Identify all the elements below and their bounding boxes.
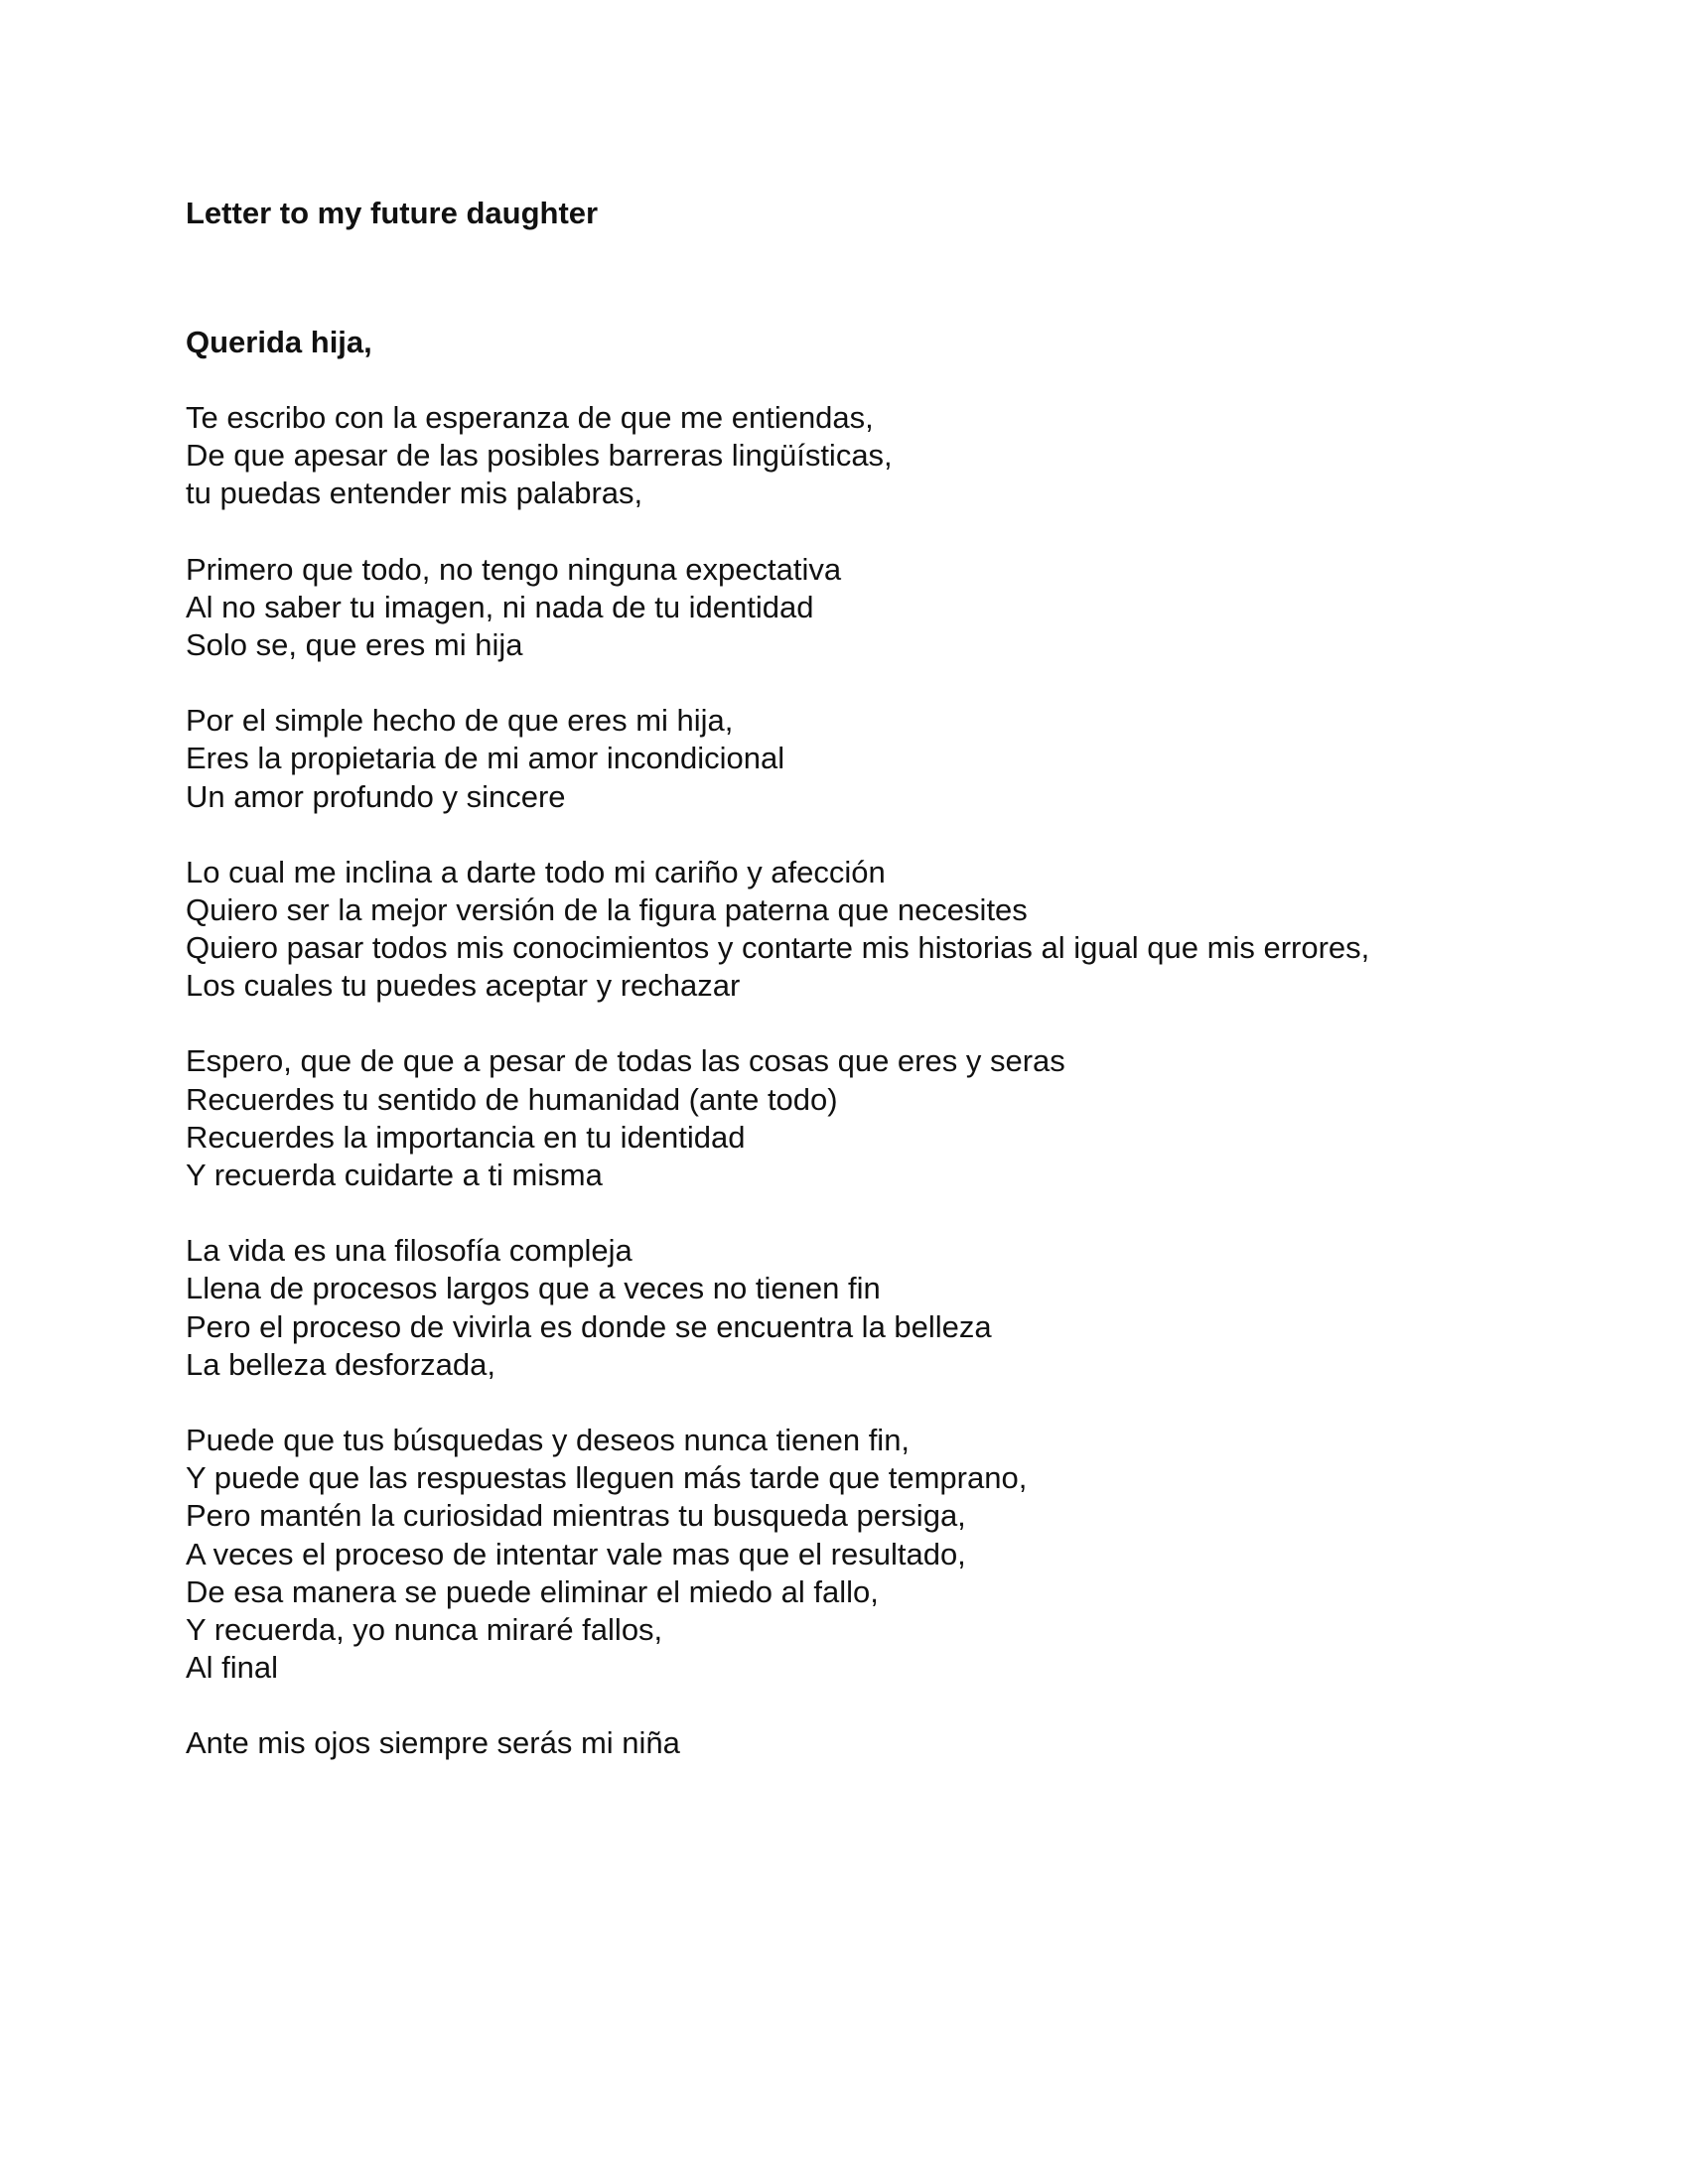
- stanza: [186, 1232, 1576, 1384]
- poem-line: Al no saber tu imagen, ni nada de tu identidad: [186, 589, 814, 624]
- poem-line: Eres la propietaria de mi amor incondicional: [186, 741, 785, 776]
- stanza: [186, 854, 1576, 1006]
- poem-line: Y recuerda, yo nunca miraré fallos,: [186, 1611, 663, 1647]
- poem-line: Solo se, que eres mi hija: [186, 626, 523, 662]
- poem-line: Recuerdes la importancia en tu identidad: [186, 1119, 746, 1155]
- poem-body: [186, 399, 1576, 1762]
- poem-line: Y puede que las respuestas lleguen más tarde que temprano,: [186, 1460, 1028, 1496]
- poem-line: Quiero pasar todos mis conocimientos y contarte mis historias al igual que mis errores,: [186, 930, 1370, 966]
- poem-line: Puede que tus búsquedas y deseos nunca tienen fin,: [186, 1422, 911, 1457]
- poem-line: tu puedas entender mis palabras,: [186, 476, 643, 511]
- poem-line: Lo cual me inclina a darte todo mi cariño y afección: [186, 854, 886, 889]
- poem-line: Recuerdes tu sentido de humanidad (ante todo): [186, 1081, 838, 1117]
- poem-line: Pero el proceso de vivirla es donde se encuentra la belleza: [186, 1308, 992, 1344]
- stanza: [186, 1724, 1576, 1762]
- poem-line: Por el simple hecho de que eres mi hija,: [186, 703, 734, 739]
- salutation: Querida hija,: [186, 325, 372, 359]
- stanza: [186, 1422, 1576, 1687]
- poem-line: Pero mantén la curiosidad mientras tu busqueda persiga,: [186, 1498, 966, 1534]
- poem-line: Y recuerda cuidarte a ti misma: [186, 1158, 603, 1192]
- stanza: [186, 1042, 1576, 1194]
- poem-line: La vida es una filosofía compleja: [186, 1233, 633, 1269]
- poem-line: Espero, que de que a pesar de todas las cosas que eres y seras: [186, 1043, 1065, 1079]
- poem-line: Los cuales tu puedes aceptar y rechazar: [186, 968, 741, 1004]
- letter-content: [186, 195, 1576, 1762]
- stanza: [186, 399, 1576, 513]
- poem-line: Ante mis ojos siempre serás mi niña: [186, 1725, 680, 1761]
- poem-line: Al final: [186, 1650, 279, 1686]
- poem-line: Primero que todo, no tengo ninguna expectativa: [186, 551, 842, 587]
- poem-line: La belleza desforzada,: [186, 1346, 495, 1382]
- poem-line: A veces el proceso de intentar vale mas que el resultado,: [186, 1536, 966, 1571]
- stanza: [186, 551, 1576, 665]
- poem-line: De que apesar de las posibles barreras lingüísticas,: [186, 438, 893, 474]
- poem-line: Llena de procesos largos que a veces no tienen fin: [186, 1271, 881, 1306]
- poem-line: Quiero ser la mejor versión de la figura paterna que necesites: [186, 891, 1028, 927]
- document-title: Letter to my future daughter: [186, 196, 599, 230]
- poem-line: Te escribo con la esperanza de que me entiendas,: [186, 400, 874, 435]
- poem-line: Un amor profundo y sincere: [186, 778, 566, 814]
- stanza: [186, 702, 1576, 816]
- poem-line: De esa manera se puede eliminar el miedo al fallo,: [186, 1573, 879, 1609]
